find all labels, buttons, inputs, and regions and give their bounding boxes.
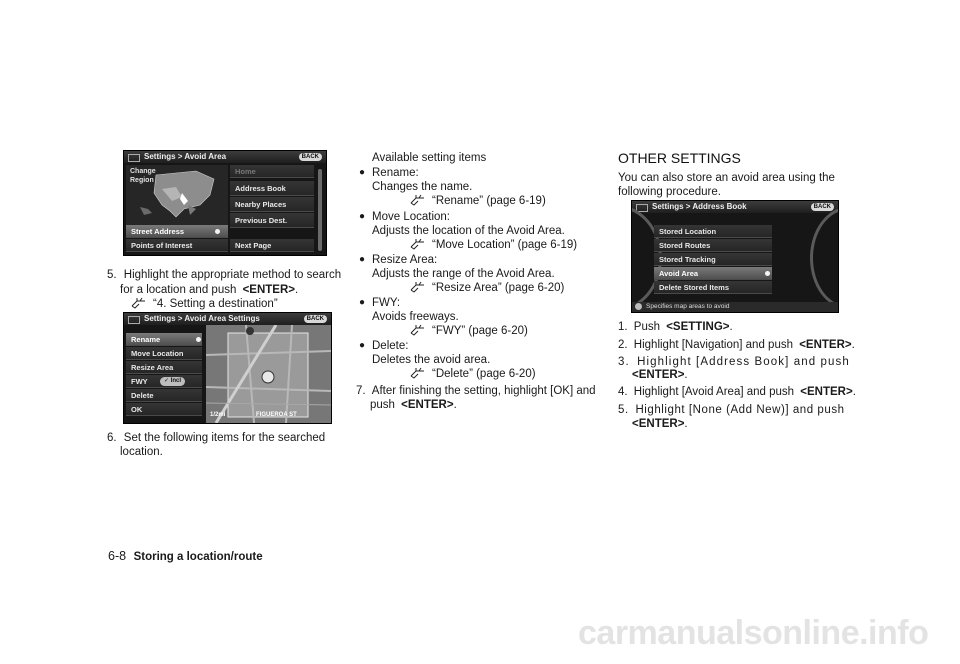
- right-step-3-line-2: [632, 368, 688, 382]
- decorative-arc: [810, 207, 839, 309]
- avoid-area-screenshot: [123, 150, 327, 256]
- move-location-item[interactable]: Move Location: [126, 347, 202, 360]
- step5-text: [107, 268, 347, 282]
- screen-title: Settings > Avoid Area: [144, 152, 227, 161]
- step-text: Highlight [Address Book] and push: [637, 356, 850, 368]
- step7-line-2: [370, 398, 457, 412]
- setting-desc: Deletes the avoid area.: [372, 354, 491, 366]
- step5-number: 5.: [107, 269, 117, 281]
- menu-icon: [128, 316, 140, 324]
- setting-key-label: <SETTING>: [666, 321, 730, 333]
- setting-name: Rename:: [372, 167, 419, 179]
- pointing-hand-icon: [410, 194, 426, 206]
- screen-title-bar: [124, 313, 331, 325]
- setting-desc: Adjusts the location of the Avoid Area.: [372, 225, 565, 237]
- screen-title: Settings > Address Book: [652, 202, 747, 211]
- setting-name: Delete:: [372, 340, 409, 352]
- setting-delete: [359, 339, 409, 353]
- back-button[interactable]: BACK: [811, 203, 834, 211]
- step-text: Highlight [Navigation] and push: [633, 339, 793, 351]
- stored-location-item[interactable]: Stored Location: [654, 225, 772, 238]
- previous-dest-item[interactable]: Previous Dest.: [230, 213, 314, 228]
- step5-period: .: [294, 284, 299, 296]
- street-address-item[interactable]: Street Address: [126, 225, 228, 238]
- step-number: 5.: [618, 404, 629, 416]
- step7-line-a: After finishing the setting, highlight [OK] and: [371, 385, 596, 397]
- screen-title-bar: [124, 151, 326, 163]
- step6-number: 6.: [107, 432, 117, 444]
- setting-ref-text: “Resize Area” (page 6-20): [432, 282, 565, 294]
- enter-key-label: <ENTER>: [242, 284, 295, 296]
- setting-ref-text: “Rename” (page 6-19): [432, 195, 546, 207]
- setting-desc: Changes the name.: [372, 181, 473, 193]
- step-text: Push: [633, 321, 661, 333]
- enter-key-label: <ENTER>: [632, 369, 685, 381]
- step5-line-b: for a location and push: [120, 284, 237, 296]
- screen-title: Settings > Avoid Area Settings: [144, 314, 260, 323]
- step7-text: [356, 384, 606, 398]
- right-step-2: [618, 338, 855, 352]
- home-item[interactable]: Home: [230, 165, 314, 178]
- setting-move-location: [359, 210, 450, 224]
- step-period: .: [852, 386, 856, 398]
- setting-ref-text: “FWY” (page 6-20): [432, 325, 528, 337]
- step-number: 1.: [618, 321, 628, 333]
- street-map: [206, 325, 331, 423]
- page-number: 6-8: [108, 549, 127, 563]
- selection-indicator-icon: [196, 337, 201, 342]
- pointing-hand-icon: [410, 238, 426, 250]
- setting-ref: [410, 281, 564, 295]
- settings-intro: Available setting items: [372, 152, 487, 164]
- setting-desc: Avoids freeways.: [372, 311, 459, 323]
- step-period: .: [851, 339, 855, 351]
- right-step-1: [618, 320, 733, 334]
- other-intro-line-b: following procedure.: [618, 186, 721, 198]
- bullet-icon: ●: [359, 297, 366, 308]
- step5-line-2: [120, 283, 298, 297]
- hint-text: Specifies map areas to avoid: [646, 303, 730, 310]
- step-number: 3.: [618, 356, 630, 368]
- setting-fwy: [359, 296, 401, 310]
- step5-ref-text: “4. Setting a destination”: [153, 298, 278, 310]
- step-period: .: [684, 369, 688, 381]
- stored-tracking-item[interactable]: Stored Tracking: [654, 253, 772, 266]
- info-icon: [635, 303, 642, 310]
- selection-indicator-icon: [215, 229, 220, 234]
- setting-name: Move Location:: [372, 211, 450, 223]
- stored-routes-item[interactable]: Stored Routes: [654, 239, 772, 252]
- setting-ref-text: “Delete” (page 6-20): [432, 368, 536, 380]
- street-name-label: FIGUEROA ST: [256, 412, 297, 418]
- setting-desc: Adjusts the range of the Avoid Area.: [372, 268, 555, 280]
- step6-line-b: location.: [120, 446, 163, 458]
- map-scale-label: 1/2mi: [210, 412, 226, 418]
- right-step-5: [618, 403, 845, 417]
- enter-key-label: <ENTER>: [401, 399, 454, 411]
- setting-ref: [410, 324, 528, 338]
- other-intro-line-a: You can also store an avoid area using the: [618, 172, 835, 184]
- address-book-screenshot: [631, 200, 839, 313]
- pointing-hand-icon: [410, 324, 426, 336]
- setting-rename: [359, 166, 419, 180]
- map-view: [206, 325, 331, 423]
- setting-ref-text: “Move Location” (page 6-19): [432, 239, 578, 251]
- watermark: carmanualsonline.info: [578, 614, 929, 652]
- next-page-item[interactable]: Next Page: [230, 239, 314, 252]
- right-step-3: [618, 355, 850, 369]
- setting-name: Resize Area:: [372, 254, 438, 266]
- screen-title-bar: [632, 201, 838, 213]
- step-period: .: [684, 418, 688, 430]
- step-text: Highlight [None (Add New)] and push: [635, 404, 845, 416]
- page-footer: [108, 549, 263, 565]
- step6-line-a: Set the following items for the searched: [123, 432, 326, 444]
- step7-line-b: push: [370, 399, 395, 411]
- pointing-hand-icon: [410, 281, 426, 293]
- fwy-item[interactable]: FWY: [126, 375, 202, 388]
- step7-number: 7.: [356, 385, 366, 397]
- step5-reference: [131, 297, 278, 311]
- setting-ref: [410, 367, 536, 381]
- back-button[interactable]: BACK: [304, 315, 327, 323]
- back-button[interactable]: BACK: [299, 153, 322, 161]
- step-text: Highlight [Avoid Area] and push: [633, 386, 795, 398]
- bullet-icon: ●: [359, 211, 366, 222]
- enter-key-label: <ENTER>: [632, 418, 685, 430]
- step6-text: [107, 431, 347, 445]
- right-step-5-line-2: [632, 417, 688, 431]
- right-step-4: [618, 385, 856, 399]
- bullet-icon: ●: [359, 254, 366, 265]
- setting-ref: [410, 238, 577, 252]
- other-settings-heading: OTHER SETTINGS: [618, 150, 741, 166]
- step-period: .: [729, 321, 733, 333]
- avoid-area-settings-screenshot: [123, 312, 332, 424]
- setting-resize-area: [359, 253, 438, 267]
- avoid-area-item[interactable]: Avoid Area: [654, 267, 772, 280]
- enter-key-label: <ENTER>: [800, 386, 853, 398]
- fwy-include-badge[interactable]: ✓ Incl: [160, 377, 185, 386]
- hint-bar: [632, 302, 838, 312]
- enter-key-label: <ENTER>: [799, 339, 852, 351]
- nearby-places-item[interactable]: Nearby Places: [230, 197, 314, 212]
- pointing-hand-icon: [410, 367, 426, 379]
- pointing-hand-icon: [131, 297, 147, 309]
- setting-ref: [410, 194, 546, 208]
- selection-indicator-icon: [765, 271, 770, 276]
- points-of-interest-item[interactable]: Points of Interest: [126, 239, 228, 252]
- step-number: 2.: [618, 339, 628, 351]
- scrollbar[interactable]: [318, 169, 322, 251]
- menu-icon: [128, 154, 140, 162]
- region-map: [126, 165, 228, 225]
- step-number: 4.: [618, 386, 628, 398]
- resize-area-item[interactable]: Resize Area: [126, 361, 202, 374]
- step7-period: .: [453, 399, 457, 411]
- address-book-item[interactable]: Address Book: [230, 181, 314, 196]
- rename-item[interactable]: Rename: [126, 333, 202, 346]
- change-region-label[interactable]: Change Region: [130, 168, 156, 184]
- step5-line-a: Highlight the appropriate method to search: [123, 269, 342, 281]
- section-title: Storing a location/route: [133, 551, 263, 563]
- bullet-icon: ●: [359, 340, 366, 351]
- bullet-icon: ●: [359, 167, 366, 178]
- setting-name: FWY:: [372, 297, 401, 309]
- ok-item[interactable]: OK: [126, 403, 202, 416]
- delete-stored-items-item[interactable]: Delete Stored Items: [654, 281, 772, 294]
- delete-item[interactable]: Delete: [126, 389, 202, 402]
